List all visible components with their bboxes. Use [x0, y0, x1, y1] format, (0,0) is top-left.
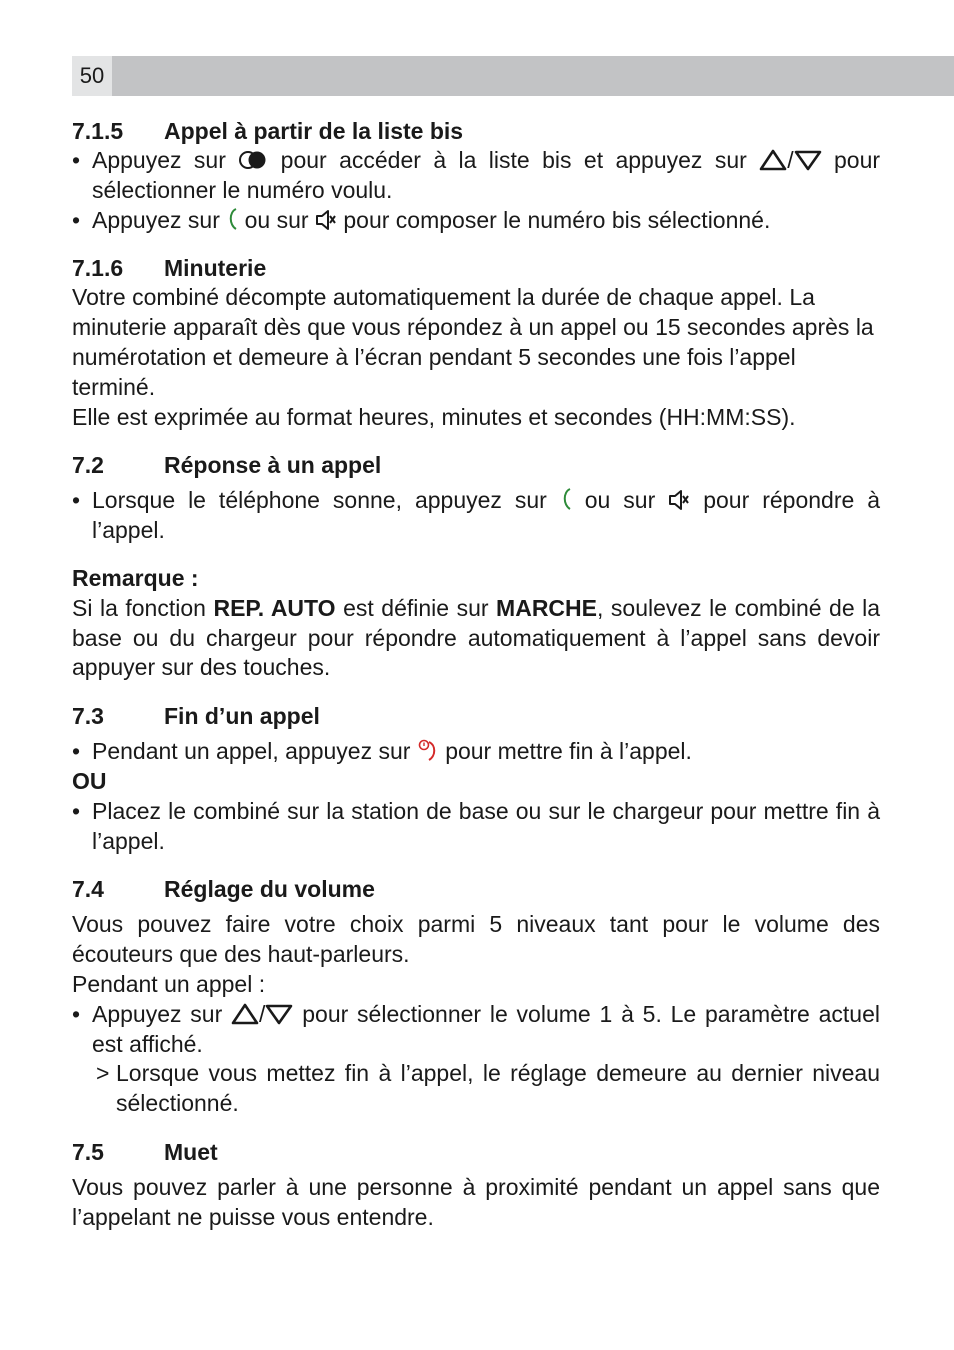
list-item: • Pendant un appel, appuyez sur pour mettre fin à l’appel.	[72, 737, 880, 767]
section-number: 7.1.5	[72, 118, 124, 144]
bullet-glyph: •	[72, 487, 81, 514]
section-title: Fin d’un appel	[164, 703, 320, 730]
section-number: 7.1.6	[72, 255, 124, 282]
remark-label: Remarque :	[72, 564, 199, 591]
down-triangle-icon	[265, 1003, 293, 1025]
page-number: 50	[72, 56, 112, 96]
down-triangle-icon	[794, 149, 822, 171]
redial-key-icon	[238, 149, 268, 171]
sub-list-item: > Lorsque vous mettez fin à l’appel, le réglage demeure au dernier niveau sélectionné.	[96, 1059, 880, 1119]
list-item: • Appuyez sur / pour sélectionner le volume 1 à 5. Le paramètre actuel est affiché.	[72, 1000, 880, 1060]
up-triangle-icon	[759, 149, 787, 171]
speaker-key-icon	[668, 489, 690, 511]
paragraph: Pendant un appel :	[72, 970, 266, 997]
or-label: OU	[72, 767, 107, 794]
bullet-glyph: •	[72, 206, 81, 233]
header-bar	[72, 56, 954, 96]
section-title: Réponse à un appel	[164, 452, 382, 479]
remark-text: Si la fonction REP. AUTO est définie sur MARCHE, soulevez le combiné de la base ou du chargeur pour répondre automatiquement à l’appel sans devoir appuyer sur des touches.	[72, 594, 881, 681]
section-title: Minuterie	[164, 255, 267, 282]
paragraph: Elle est exprimée au format heures, minutes et secondes (HH:MM:SS).	[72, 403, 796, 430]
section-heading-7-2	[72, 450, 880, 480]
section-title: Muet	[164, 1138, 218, 1165]
sub-marker: >	[96, 1060, 110, 1087]
section-number: 7.4	[72, 876, 104, 903]
section-heading-7-1-5	[72, 116, 880, 146]
list-item: • Appuyez sur ou sur pour composer le numéro bis sélectionné.	[72, 206, 880, 236]
bullet-glyph: •	[72, 797, 81, 824]
list-item: • Lorsque le téléphone sonne, appuyez sur ou sur pour répondre à l’appel.	[72, 486, 880, 546]
page-content	[72, 116, 880, 1233]
speaker-key-icon	[315, 209, 337, 231]
bullet-glyph: •	[72, 1000, 81, 1027]
up-triangle-icon	[231, 1003, 259, 1025]
section-number: 7.3	[72, 703, 104, 730]
section-title: Réglage du volume	[164, 876, 375, 903]
paragraph: Vous pouvez faire votre choix parmi 5 niveaux tant pour le volume des écouteurs que des haut-parleurs.	[72, 911, 880, 968]
bullet-glyph: •	[72, 147, 81, 173]
section-heading-7-3	[72, 701, 880, 731]
section-title: Appel à partir de la liste bis	[164, 118, 464, 144]
talk-key-icon	[226, 207, 238, 231]
section-heading-7-1-6	[72, 253, 880, 283]
list-item: • Placez le combiné sur la station de base ou sur le chargeur pour mettre fin à l’appel.	[72, 797, 880, 857]
section-heading-7-4	[72, 874, 880, 904]
bullet-glyph: •	[72, 738, 81, 765]
paragraph: Vous pouvez parler à une personne à proximité pendant un appel sans que l’appelant ne puisse vous entendre.	[72, 1173, 880, 1230]
section-number: 7.2	[72, 452, 104, 479]
section-heading-7-5	[72, 1137, 880, 1167]
paragraph: Votre combiné décompte automatiquement la durée de chaque appel. La minuterie apparaît dès que vous répondez à un appel ou 15 secondes après la numérotation et demeure à l’écran pendant 5 secondes une fois l’appel terminé.	[72, 284, 874, 400]
section-number: 7.5	[72, 1138, 104, 1165]
list-item: • Appuyez sur pour accéder à la liste bis et appuyez sur / pour sélectionner le numéro voulu.	[72, 146, 880, 206]
talk-key-icon	[560, 487, 572, 511]
end-call-key-icon	[417, 738, 439, 762]
